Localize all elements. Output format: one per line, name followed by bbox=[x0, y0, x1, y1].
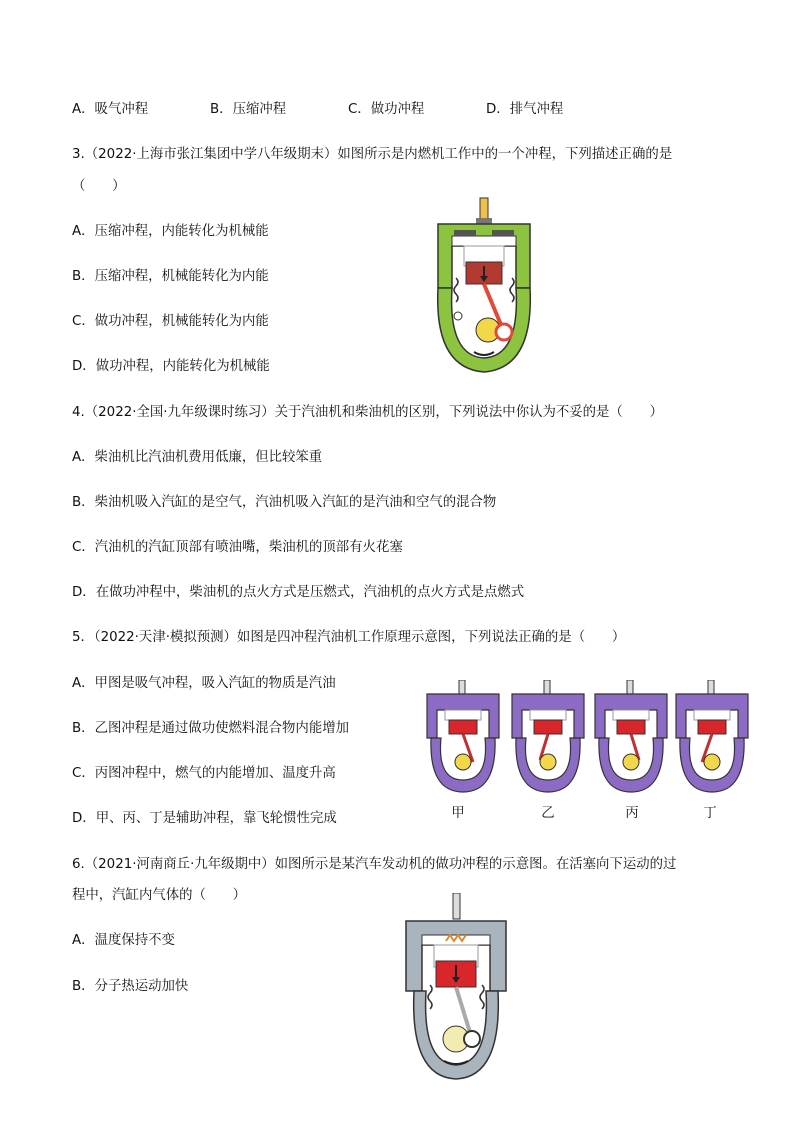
top-option-c: C．做功冲程 bbox=[348, 102, 425, 117]
q6-option-b: B．分子热运动加快 bbox=[72, 979, 189, 994]
q5-engine-figure-ding bbox=[672, 680, 752, 795]
top-options-row bbox=[72, 101, 563, 119]
q5-option-c: C．丙图冲程中，燃气的内能增加、温度升高 bbox=[72, 766, 336, 781]
q3-option-d: D．做功冲程，内能转化为机械能 bbox=[72, 359, 270, 374]
q5-figure-label-ding: 丁 bbox=[703, 806, 717, 821]
top-option-d: D．排气冲程 bbox=[486, 102, 564, 117]
q5-figure-label-bing: 丙 bbox=[625, 806, 639, 821]
q6-stem-line1: 6.（2021·河南商丘·九年级期中）如图所示是某汽车发动机的做功冲程的示意图。在活塞向下运动的过 bbox=[72, 857, 677, 872]
q4-stem: 4.（2022·全国·九年级课时练习）关于汽油机和柴油机的区别，下列说法中你认为不妥的是（ ） bbox=[72, 405, 663, 420]
q5-option-d: D．甲、丙、丁是辅助冲程，靠飞轮惯性完成 bbox=[72, 811, 337, 826]
q6-option-a: A．温度保持不变 bbox=[72, 933, 175, 948]
top-option-b: B．压缩冲程 bbox=[210, 102, 287, 117]
q3-stem-line2: （ ） bbox=[72, 179, 126, 194]
q4-option-a: A．柴油机比汽油机费用低廉，但比较笨重 bbox=[72, 450, 323, 465]
q5-option-a: A．甲图是吸气冲程，吸入汽缸的物质是汽油 bbox=[72, 676, 336, 691]
q5-stem: 5．（2022·天津·模拟预测）如图是四冲程汽油机工作原理示意图，下列说法正确的是（ ） bbox=[72, 630, 626, 645]
q3-option-b: B．压缩冲程，机械能转化为内能 bbox=[72, 269, 269, 284]
q6-stem-line2: 程中，汽缸内气体的（ ） bbox=[72, 888, 247, 903]
q3-engine-figure bbox=[428, 196, 540, 376]
q3-stem-line1: 3.（2022·上海市张江集团中学八年级期末）如图所示是内燃机工作中的一个冲程，下列描述正确的是 bbox=[72, 147, 673, 162]
q4-option-c: C．汽油机的汽缸顶部有喷油嘴，柴油机的顶部有火花塞 bbox=[72, 540, 403, 555]
q3-option-a: A．压缩冲程，内能转化为机械能 bbox=[72, 224, 269, 239]
q5-option-b: B．乙图冲程是通过做功使燃料混合物内能增加 bbox=[72, 721, 349, 736]
q5-figure-label-jia: 甲 bbox=[451, 806, 465, 821]
q6-engine-figure bbox=[400, 893, 512, 1083]
q5-figure-label-yi: 乙 bbox=[541, 806, 555, 821]
q4-option-b: B．柴油机吸入汽缸的是空气，汽油机吸入汽缸的是汽油和空气的混合物 bbox=[72, 495, 497, 510]
q5-engine-figure-jia bbox=[423, 680, 503, 795]
q4-option-d: D．在做功冲程中，柴油机的点火方式是压燃式，汽油机的点火方式是点燃式 bbox=[72, 585, 525, 600]
q5-engine-figure-bing bbox=[591, 680, 671, 795]
top-option-a: A．吸气冲程 bbox=[72, 102, 149, 117]
q5-engine-figure-yi bbox=[508, 680, 588, 795]
q3-option-c: C．做功冲程，机械能转化为内能 bbox=[72, 314, 269, 329]
